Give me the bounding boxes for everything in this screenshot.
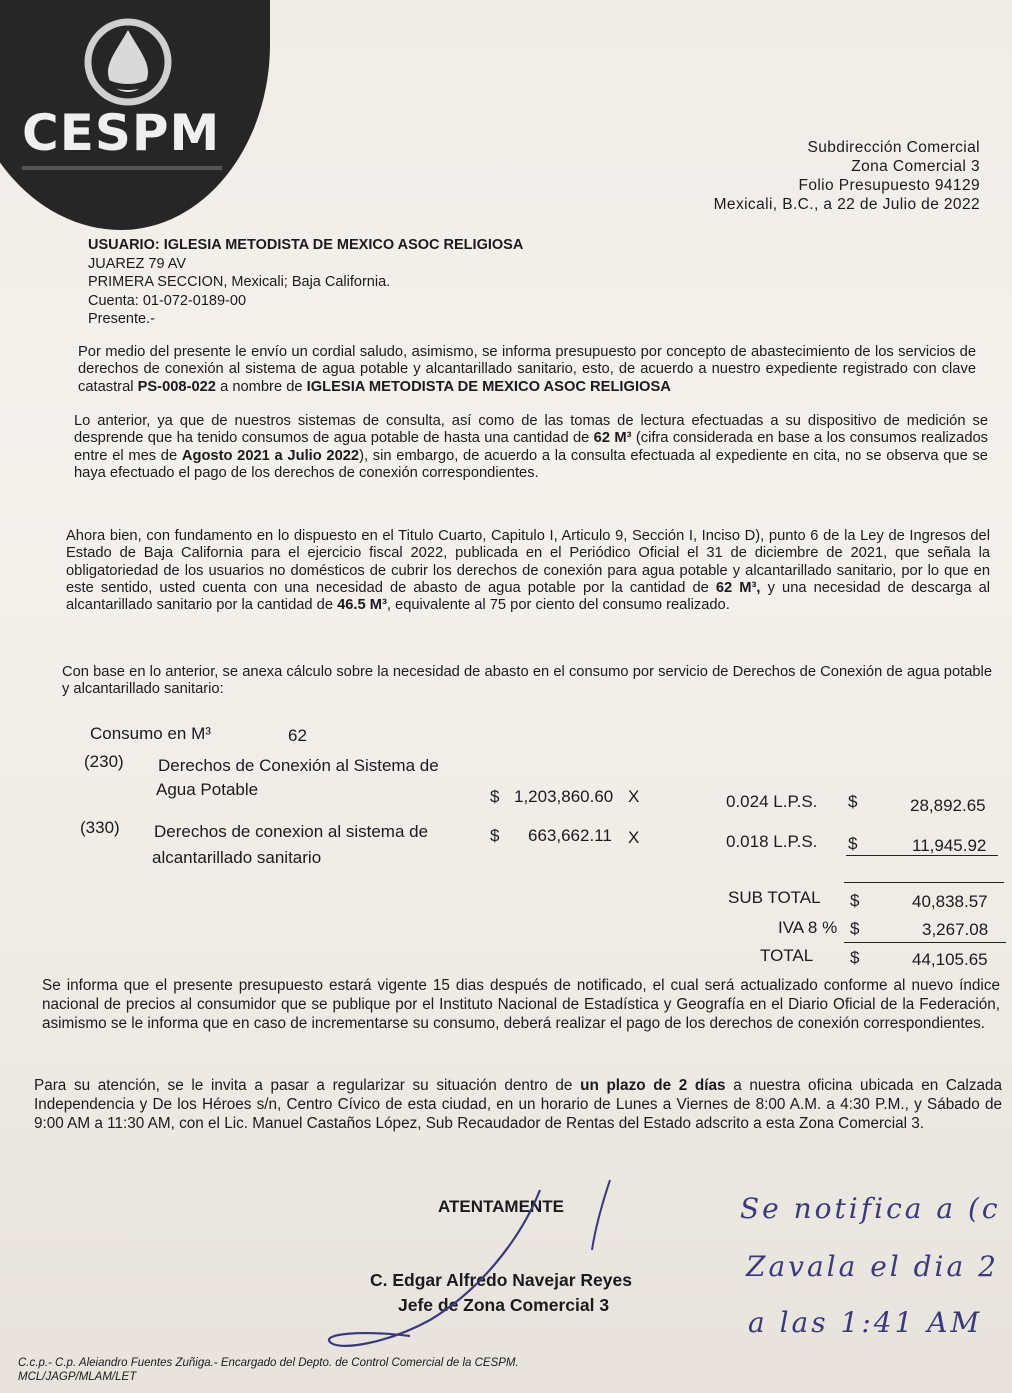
- footer-block: [18, 1356, 519, 1384]
- recipient-section: PRIMERA SECCION, Mexicali; Baja California.: [88, 274, 391, 290]
- total-currency: $: [850, 948, 860, 967]
- paragraph-intro: [78, 344, 976, 396]
- total-overline: [844, 942, 1006, 943]
- recipient-block: [88, 236, 523, 329]
- subtotal-amount: 40,838.57: [912, 892, 988, 911]
- paragraph-invitation: [34, 1076, 1002, 1133]
- recipient-presente: Presente.-: [88, 311, 155, 327]
- paragraph-legal-basis: [66, 528, 990, 614]
- row1-base-amount: 1,203,860.60: [514, 787, 614, 806]
- row2-amount: 11,945.92: [912, 836, 987, 855]
- p3-text-3: , equivalente al 75 por ciento del consumo realizado.: [386, 597, 730, 614]
- row2-underline: [846, 855, 998, 856]
- signer-title: Jefe de Zona Comercial 3: [398, 1295, 610, 1315]
- row1-code: (230): [84, 752, 124, 771]
- signer-name: C. Edgar Alfredo Navejar Reyes: [370, 1270, 632, 1290]
- consumo-label: Consumo en M³: [90, 724, 211, 743]
- footer-ccp: C.c.p.- C.p. Aleiandro Fuentes Zuñiga.- Encargado del Depto. de Control Comercial de la CESPM.: [18, 1357, 519, 1369]
- row2-desc-2: alcantarillado sanitario: [152, 848, 322, 867]
- iva-amount: 3,267.08: [922, 920, 989, 939]
- row2-base-amount: 663,662.11: [528, 826, 612, 845]
- row2-rate: 0.018 L.P.S.: [726, 832, 818, 851]
- paragraph-consumption: [74, 413, 988, 482]
- p3-text-2: y una necesidad de descarga al alcantarillado sanitario por la cantidad de: [66, 579, 991, 614]
- row1-rate: 0.024 L.P.S.: [726, 792, 818, 811]
- p2-text-3: ), sin embargo, de acuerdo a la consulta efectuada al expediente en cita, no se observa que se haya efectuado el pago de los derechos de conexión correspondientes.: [74, 447, 988, 481]
- footer-initials: MCL/JAGP/MLAM/LET: [18, 1371, 137, 1383]
- handwritten-note-line1: Se notifica a (c: [740, 1192, 1001, 1225]
- header-zone: Zona Comercial 3: [851, 158, 980, 175]
- subtotal-overline: [844, 882, 1004, 883]
- row1-multiply: X: [628, 787, 640, 806]
- recipient-user: USUARIO: IGLESIA METODISTA DE MEXICO ASOC RELIGIOSA: [88, 237, 524, 253]
- total-label: TOTAL: [760, 946, 814, 965]
- row1-desc: Derechos de Conexión al Sistema de: [158, 756, 439, 775]
- p2-volume: 62 M³: [593, 430, 632, 447]
- row1-amount: 28,892.65: [910, 796, 986, 815]
- p2-period: Agosto 2021 a Julio 2022: [181, 447, 360, 464]
- p3-text: Ahora bien, con fundamento en lo dispuesto en el Titulo Cuarto, Capitulo I, Articulo 9, Sección I, Inciso D), punto 6 de la Ley de Ingresos del Estado de Baja California para el ejercicio fiscal 2022, publicada en el Periódico Oficial el 31 de diciembre de 2021, que señala la obligatoriedad de los usuarios no domésticos de cubrir los derechos de conexión para agua potable y alcantarillado sanitario, por lo que en este sentido, usted cuenta con una necesidad de abasto de agua potable por la cantidad de: [66, 528, 990, 596]
- logo-tagline-line: [22, 166, 222, 170]
- row1-currency: $: [490, 787, 500, 806]
- header-department: Subdirección Comercial: [807, 139, 980, 156]
- signature-stroke: [300, 1170, 640, 1360]
- p1-cadastral-key: PS-008-022: [137, 378, 216, 395]
- paragraph-validity: Se informa que el presente presupuesto estará vigente 15 dias después de notificado, el cual será actualizado conforme al nuevo índice nacional de precios al consumidor que se publique por el Instituto Nacional de Estadística y Geografía en el Diario Oficial de la Federación, asimismo se le informa que en caso de incrementarse su consumo, deberá realizar el pago de los derechos de conexión correspondientes.: [42, 977, 1000, 1032]
- water-drop-logo-icon: [82, 16, 174, 108]
- iva-label: IVA 8 %: [778, 918, 838, 937]
- row1-desc-2: Agua Potable: [156, 780, 259, 799]
- row2-currency: $: [490, 826, 500, 845]
- row1-currency-2: $: [848, 792, 858, 811]
- paragraph-calc-intro: Con base en lo anterior, se anexa cálculo sobre la necesidad de abasto en el consumo por servicio de Derechos de Conexión de agua potable y alcantarillado sanitario:: [62, 664, 992, 698]
- subtotal-currency: $: [850, 891, 860, 910]
- row2-multiply: X: [628, 828, 640, 847]
- p1-text: Por medio del presente le envío un cordial saludo, asimismo, se informa presupuesto por concepto de abastecimiento de los servicios de derechos de conexión al sistema de agua potable y alcantarillado sanitario, esto, de acuerdo a nuestro expediente registrado con clave catastral: [78, 344, 976, 395]
- p6-text-2: a nuestra oficina ubicada en Calzada Independencia y De los Héroes s/n, Centro Cívico de esta ciudad, en un horario de Lunes a Viernes de 8:00 A.M. a 4:30 P.M., y Sábado de 9:00 AM a 11:30 AM, con el Lic. Manuel Castaños López, Sub Recaudador de Rentas del Estado adscrito a esta Zona Comercial 3.: [34, 1077, 1002, 1132]
- p1-text-2: a nombre de: [215, 378, 307, 395]
- total-amount: 44,105.65: [912, 950, 988, 969]
- p6-deadline: un plazo de 2 días: [580, 1077, 726, 1094]
- header-folio: Folio Presupuesto 94129: [798, 177, 980, 194]
- row2-desc: Derechos de conexion al sistema de: [154, 822, 429, 841]
- logo-text: CESPM: [22, 104, 221, 162]
- letter-header: [714, 138, 980, 214]
- iva-currency: $: [850, 919, 860, 938]
- row2-code: (330): [80, 818, 120, 837]
- header-date: Mexicali, B.C., a 22 de Julio de 2022: [713, 196, 980, 213]
- handwritten-note-line2: Zavala el dia 2: [746, 1250, 999, 1283]
- handwritten-note-line3: a las 1:41 AM: [748, 1306, 983, 1339]
- row2-currency-2: $: [848, 834, 858, 853]
- p6-text: Para su atención, se le invita a pasar a regularizar su situación dentro de: [34, 1077, 581, 1094]
- p1-owner: IGLESIA METODISTA DE MEXICO ASOC RELIGIOSA: [306, 378, 671, 395]
- recipient-account: Cuenta: 01-072-0189-00: [88, 292, 247, 309]
- p2-text: Lo anterior, ya que de nuestros sistemas de consulta, así como de las tomas de lectura efectuadas a su dispositivo de medición se desprende que ha tenido consumos de agua potable de hasta una cantidad de: [74, 413, 988, 447]
- subtotal-label: SUB TOTAL: [728, 888, 821, 907]
- p3-discharge-volume: 46.5 M³: [337, 597, 387, 614]
- recipient-street: JUAREZ 79 AV: [88, 255, 187, 272]
- p2-text-2: (cifra considerada en base a los consumos realizados entre el mes de: [74, 430, 988, 464]
- p3-supply-volume: 62 M³,: [715, 579, 761, 596]
- consumo-value: 62: [288, 726, 307, 745]
- closing-atentamente: ATENTAMENTE: [438, 1197, 564, 1216]
